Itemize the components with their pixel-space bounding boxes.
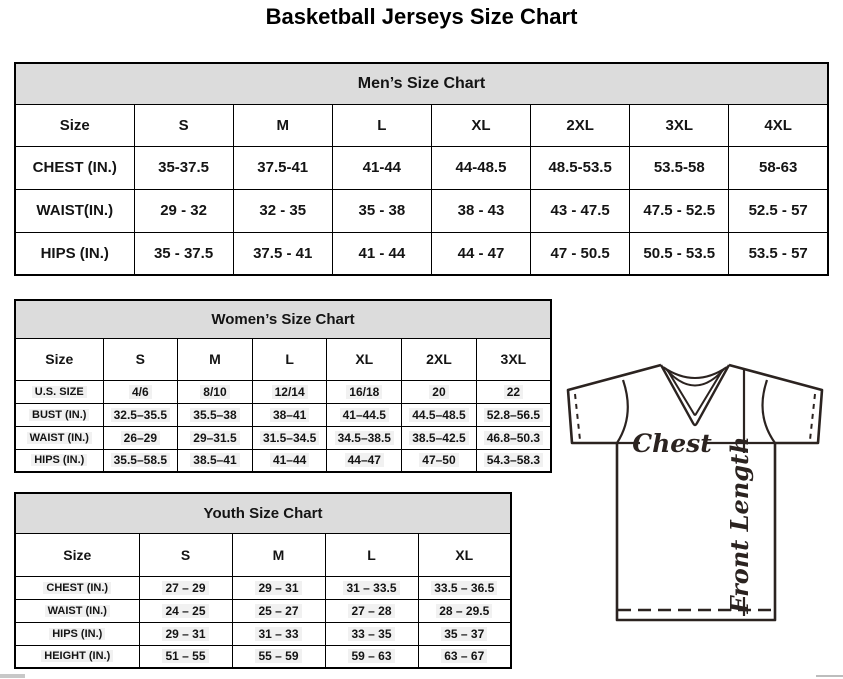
value-cell bbox=[332, 189, 431, 232]
value-cell bbox=[232, 645, 325, 668]
cell-value: 43 - 47.5 bbox=[550, 202, 610, 219]
cell-value: 33 – 35 bbox=[348, 627, 394, 641]
column-header-cell: XL bbox=[418, 533, 511, 576]
value-cell bbox=[630, 146, 729, 189]
cell-value: 53.5 - 57 bbox=[748, 244, 808, 262]
value-cell bbox=[232, 599, 325, 622]
row-label: WAIST(IN.) bbox=[36, 202, 114, 219]
cell-value: 31 – 33 bbox=[255, 627, 301, 641]
cell-value: 29–31.5 bbox=[190, 431, 239, 445]
cell-value: 25 – 27 bbox=[255, 604, 301, 618]
cell-value: 47.5 - 52.5 bbox=[643, 202, 716, 219]
cell-value: 27 – 28 bbox=[348, 604, 394, 618]
value-cell bbox=[325, 645, 418, 668]
row-label-cell bbox=[15, 146, 134, 189]
column-header-cell: S bbox=[134, 104, 233, 146]
row-label-cell bbox=[15, 380, 103, 403]
value-cell bbox=[476, 426, 551, 449]
cell-value: 55 – 59 bbox=[255, 649, 301, 663]
value-cell bbox=[232, 576, 325, 599]
value-cell bbox=[332, 146, 431, 189]
value-cell bbox=[139, 576, 232, 599]
row-label: WAIST (IN.) bbox=[27, 432, 92, 444]
cell-value: 41-44 bbox=[362, 159, 402, 176]
cell-value: 35 - 38 bbox=[358, 202, 406, 219]
value-cell bbox=[431, 232, 530, 275]
value-cell bbox=[139, 645, 232, 668]
cell-value: 32.5–35.5 bbox=[111, 408, 170, 422]
row-label-cell bbox=[15, 426, 103, 449]
value-cell bbox=[178, 426, 253, 449]
cell-value: 58-63 bbox=[758, 159, 798, 176]
cell-value: 31 – 33.5 bbox=[343, 581, 399, 595]
table-row bbox=[15, 645, 511, 668]
cell-value: 44-48.5 bbox=[455, 159, 507, 176]
column-header-cell: 3XL bbox=[476, 338, 551, 380]
value-cell bbox=[402, 426, 477, 449]
cell-value: 50.5 - 53.5 bbox=[643, 244, 716, 262]
value-cell bbox=[252, 403, 327, 426]
row-label-cell bbox=[15, 449, 103, 472]
value-cell bbox=[431, 189, 530, 232]
table-title-cell: Men’s Size Chart bbox=[15, 63, 828, 104]
column-header-cell: XL bbox=[431, 104, 530, 146]
row-label-cell bbox=[15, 232, 134, 275]
value-cell bbox=[178, 380, 253, 403]
column-header-cell: 2XL bbox=[531, 104, 630, 146]
cell-value: 31.5–34.5 bbox=[260, 431, 319, 445]
cell-value: 44.5–48.5 bbox=[409, 408, 468, 422]
value-cell bbox=[402, 403, 477, 426]
collar-band-curve-2 bbox=[665, 368, 725, 386]
value-cell bbox=[476, 449, 551, 472]
row-label-cell bbox=[15, 576, 139, 599]
value-cell bbox=[233, 189, 332, 232]
table-row bbox=[15, 599, 511, 622]
table-title-cell: Women’s Size Chart bbox=[15, 300, 551, 338]
jersey-outline bbox=[568, 365, 822, 620]
column-header-cell: M bbox=[232, 533, 325, 576]
column-header-cell: XL bbox=[327, 338, 402, 380]
cell-value: 53.5-58 bbox=[653, 159, 705, 176]
cell-value: 8/10 bbox=[200, 385, 229, 399]
column-header-cell: S bbox=[139, 533, 232, 576]
value-cell bbox=[630, 189, 729, 232]
cell-value: 44 - 47 bbox=[457, 244, 505, 262]
table-row bbox=[15, 622, 511, 645]
value-cell bbox=[327, 380, 402, 403]
column-header-cell: 3XL bbox=[630, 104, 729, 146]
column-header-row bbox=[15, 533, 511, 576]
row-label-cell bbox=[15, 645, 139, 668]
cell-value: 44–47 bbox=[345, 453, 384, 467]
value-cell bbox=[134, 146, 233, 189]
cell-value: 32 - 35 bbox=[259, 202, 307, 219]
row-label: WAIST (IN.) bbox=[45, 605, 110, 617]
table-row bbox=[15, 576, 511, 599]
column-header-cell: L bbox=[325, 533, 418, 576]
table-row bbox=[15, 380, 551, 403]
cell-value: 48.5-53.5 bbox=[548, 159, 612, 176]
cell-value: 38 - 43 bbox=[457, 202, 505, 219]
column-header-cell: S bbox=[103, 338, 178, 380]
value-cell bbox=[327, 426, 402, 449]
cell-value: 54.3–58.3 bbox=[484, 453, 543, 467]
cell-value: 41–44 bbox=[270, 453, 309, 467]
column-header-row bbox=[15, 104, 828, 146]
horizontal-scrollbar-thumb[interactable] bbox=[0, 674, 25, 678]
row-label: U.S. SIZE bbox=[32, 386, 87, 398]
row-label-cell bbox=[15, 403, 103, 426]
cell-value: 52.8–56.5 bbox=[484, 408, 543, 422]
value-cell bbox=[252, 426, 327, 449]
cell-value: 37.5-41 bbox=[257, 159, 309, 176]
value-cell bbox=[233, 146, 332, 189]
row-label-cell bbox=[15, 189, 134, 232]
left-armhole-seam bbox=[617, 380, 628, 443]
column-header-cell: L bbox=[332, 104, 431, 146]
cell-value: 35 – 37 bbox=[441, 627, 487, 641]
mens-size-table bbox=[14, 62, 829, 276]
column-header-cell: 4XL bbox=[729, 104, 828, 146]
cell-value: 38.5–41 bbox=[190, 453, 239, 467]
value-cell bbox=[332, 232, 431, 275]
cell-value: 35-37.5 bbox=[158, 159, 209, 176]
value-cell bbox=[325, 622, 418, 645]
cell-value: 29 - 32 bbox=[160, 202, 207, 219]
cell-value: 12/14 bbox=[272, 385, 308, 399]
value-cell bbox=[418, 645, 511, 668]
cell-value: 35 - 37.5 bbox=[153, 244, 214, 262]
chest-label: Chest bbox=[632, 429, 712, 458]
womens-size-table bbox=[14, 299, 552, 473]
cell-value: 20 bbox=[429, 385, 448, 399]
cell-value: 34.5–38.5 bbox=[335, 431, 394, 445]
cell-value: 37.5 - 41 bbox=[253, 244, 313, 262]
row-label: BUST (IN.) bbox=[29, 409, 89, 421]
value-cell bbox=[476, 380, 551, 403]
cell-value: 59 – 63 bbox=[348, 649, 394, 663]
right-sleeve-dash bbox=[810, 394, 815, 440]
column-header-cell: Size bbox=[15, 338, 103, 380]
value-cell bbox=[232, 622, 325, 645]
cell-value: 29 – 31 bbox=[255, 581, 301, 595]
cell-value: 22 bbox=[504, 385, 523, 399]
value-cell bbox=[431, 146, 530, 189]
value-cell bbox=[531, 189, 630, 232]
cell-value: 51 – 55 bbox=[162, 649, 208, 663]
value-cell bbox=[139, 599, 232, 622]
cell-value: 52.5 - 57 bbox=[748, 202, 808, 219]
column-header-cell: M bbox=[178, 338, 253, 380]
cell-value: 16/18 bbox=[346, 385, 382, 399]
value-cell bbox=[531, 146, 630, 189]
cell-value: 47 - 50.5 bbox=[550, 244, 610, 262]
cell-value: 4/6 bbox=[129, 385, 152, 399]
value-cell bbox=[327, 449, 402, 472]
value-cell bbox=[402, 380, 477, 403]
cell-value: 47–50 bbox=[419, 453, 458, 467]
value-cell bbox=[325, 599, 418, 622]
value-cell bbox=[325, 576, 418, 599]
value-cell bbox=[178, 449, 253, 472]
value-cell bbox=[103, 403, 178, 426]
cell-value: 35.5–38 bbox=[190, 408, 239, 422]
value-cell bbox=[729, 232, 828, 275]
value-cell bbox=[327, 403, 402, 426]
horizontal-scrollbar-track-fragment[interactable] bbox=[816, 675, 843, 677]
column-header-cell: Size bbox=[15, 104, 134, 146]
column-header-row bbox=[15, 338, 551, 380]
table-title-row bbox=[15, 300, 551, 338]
column-header-cell: L bbox=[252, 338, 327, 380]
value-cell bbox=[531, 232, 630, 275]
value-cell bbox=[418, 622, 511, 645]
value-cell bbox=[103, 426, 178, 449]
value-cell bbox=[630, 232, 729, 275]
cell-value: 33.5 – 36.5 bbox=[431, 581, 497, 595]
column-header-cell: 2XL bbox=[402, 338, 477, 380]
row-label-cell bbox=[15, 622, 139, 645]
row-label: HIPS (IN.) bbox=[49, 628, 105, 640]
row-label: CHEST (IN.) bbox=[43, 582, 111, 594]
value-cell bbox=[103, 380, 178, 403]
value-cell bbox=[729, 189, 828, 232]
cell-value: 41–44.5 bbox=[340, 408, 389, 422]
value-cell bbox=[729, 146, 828, 189]
table-title-cell: Youth Size Chart bbox=[15, 493, 511, 533]
value-cell bbox=[418, 576, 511, 599]
table-title-row bbox=[15, 63, 828, 104]
value-cell bbox=[418, 599, 511, 622]
page-title: Basketball Jerseys Size Chart bbox=[265, 4, 578, 29]
cell-value: 24 – 25 bbox=[162, 604, 208, 618]
table-row bbox=[15, 449, 551, 472]
cell-value: 38.5–42.5 bbox=[409, 431, 468, 445]
value-cell bbox=[252, 449, 327, 472]
value-cell bbox=[178, 403, 253, 426]
row-label: CHEST (IN.) bbox=[32, 159, 117, 176]
value-cell bbox=[103, 449, 178, 472]
cell-value: 46.8–50.3 bbox=[484, 431, 543, 445]
row-label-cell bbox=[15, 599, 139, 622]
cell-value: 41 - 44 bbox=[358, 244, 406, 262]
cell-value: 26–29 bbox=[121, 431, 160, 445]
table-row bbox=[15, 189, 828, 232]
value-cell bbox=[476, 403, 551, 426]
cell-value: 29 – 31 bbox=[162, 627, 208, 641]
value-cell bbox=[139, 622, 232, 645]
column-header-cell: M bbox=[233, 104, 332, 146]
value-cell bbox=[233, 232, 332, 275]
row-label: HEIGHT (IN.) bbox=[41, 650, 113, 662]
table-title-row bbox=[15, 493, 511, 533]
cell-value: 35.5–58.5 bbox=[111, 453, 170, 467]
left-sleeve-dash bbox=[575, 394, 580, 440]
value-cell bbox=[252, 380, 327, 403]
table-row bbox=[15, 426, 551, 449]
cell-value: 28 – 29.5 bbox=[436, 604, 492, 618]
cell-value: 38–41 bbox=[270, 408, 309, 422]
value-cell bbox=[402, 449, 477, 472]
row-label: HIPS (IN.) bbox=[31, 454, 87, 466]
column-header-cell: Size bbox=[15, 533, 139, 576]
jersey-measurement-diagram bbox=[555, 353, 840, 645]
table-row bbox=[15, 146, 828, 189]
value-cell bbox=[134, 232, 233, 275]
cell-value: 63 – 67 bbox=[441, 649, 487, 663]
row-label: HIPS (IN.) bbox=[40, 244, 109, 262]
table-row bbox=[15, 403, 551, 426]
right-armhole-seam bbox=[763, 380, 776, 443]
youth-size-table bbox=[14, 492, 512, 669]
front-length-label: Front Length bbox=[725, 436, 754, 614]
cell-value: 27 – 29 bbox=[162, 581, 208, 595]
table-row bbox=[15, 232, 828, 275]
value-cell bbox=[134, 189, 233, 232]
